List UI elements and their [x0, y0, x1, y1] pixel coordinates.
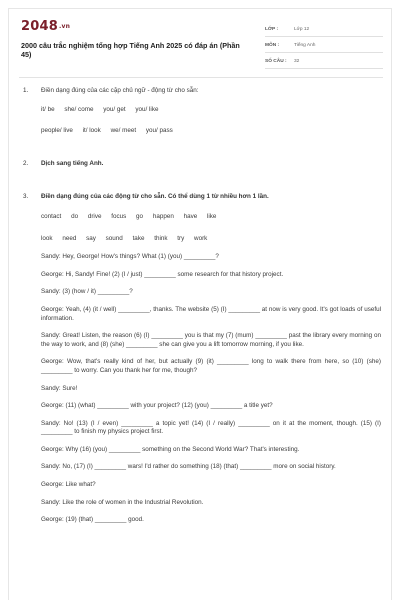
- dialog-line: Sandy: Great! Listen, the reason (6) (I) _________ you is that my (7) (mum) _________ past the library every morning on the way to work, and (8) (she) _________ she can give you a lift tomorrow morning, if you like.: [41, 332, 381, 348]
- word-item: think: [154, 234, 168, 242]
- word-item: you/ get: [103, 105, 126, 113]
- word-item: it/ be: [41, 105, 55, 113]
- question-number: 1.: [23, 87, 29, 94]
- meta-value-subject: Tiếng Anh: [294, 43, 316, 48]
- document-title: 2000 câu trắc nghiệm tổng hợp Tiếng Anh 2025 có đáp án (Phần 45): [21, 41, 240, 59]
- word-item: go: [136, 212, 144, 220]
- logo-main-text: 2048: [21, 19, 58, 34]
- dialog-line: Sandy: No, (17) (I) _________ wars! I'd rather do something (18) (that) _________ more on social history.: [41, 463, 336, 471]
- word-item: say: [86, 234, 96, 242]
- document-sheet: [8, 8, 392, 600]
- question-3-heading: [21, 193, 381, 202]
- header-divider: [19, 77, 383, 78]
- word-item: have: [183, 212, 198, 220]
- word-item: we/ meet: [110, 127, 137, 135]
- dialog-line: George: Hi, Sandy! Fine! (2) (I / just) _________ some research for that history project.: [41, 270, 284, 278]
- dialog-line: George: (19) (that) _________ good.: [41, 516, 144, 524]
- word-item: do: [71, 212, 79, 220]
- question-instruction: Điền dạng đúng của các cặp chủ ngữ - động từ cho sẵn:: [41, 87, 199, 94]
- question-content: [21, 87, 381, 534]
- document-header: [19, 17, 383, 69]
- question-instruction: Dịch sang tiếng Anh.: [41, 159, 104, 167]
- dialog-line: George: (11) (what) _________ with your project? (12) (you) _________ a title yet?: [41, 402, 273, 410]
- word-item: you/ like: [135, 105, 159, 113]
- question-number: 3.: [23, 193, 29, 201]
- word-item: people/ live: [41, 127, 73, 135]
- word-bank-line: [21, 213, 381, 222]
- question-2-heading: [21, 160, 381, 169]
- word-bank-line: [21, 235, 381, 244]
- word-bank-line: [21, 127, 381, 136]
- meta-label-subject: MÔN :: [265, 43, 280, 48]
- dialog-line: Sandy: Like the role of women in the Industrial Revolution.: [41, 498, 204, 506]
- site-logo[interactable]: [21, 19, 70, 34]
- meta-row-grade: [265, 23, 383, 37]
- question-number: 2.: [23, 159, 29, 167]
- dialog-line: Sandy: (3) (how / it) _________?: [41, 288, 133, 296]
- question-instruction: Điền dạng đúng của các động từ cho sẵn. Có thể dùng 1 từ nhiều hơn 1 lần.: [41, 193, 269, 201]
- word-item: contact: [41, 212, 62, 220]
- word-item: need: [62, 234, 77, 242]
- dialog-line: Sandy: Hey, George! How's things? What (1) (you) _________?: [41, 253, 219, 261]
- question-1-heading: [21, 87, 381, 96]
- meta-value-count: 32: [294, 59, 300, 64]
- word-item: try: [177, 234, 185, 242]
- dialog-line: Sandy: Sure!: [41, 384, 78, 392]
- word-item: sound: [105, 234, 123, 242]
- word-item: happen: [152, 212, 174, 220]
- word-item: take: [132, 234, 145, 242]
- meta-label-grade: LỚP :: [265, 27, 279, 32]
- dialog-line: George: Why (16) (you) _________ something on the Second World War? That's interesting.: [41, 445, 300, 453]
- dialog-line: George: Wow, that's really kind of her, but actually (9) (it) _________ long to walk there from here, so (10) (she) _________ to worry. Can you thank her for me, though?: [41, 358, 381, 374]
- meta-row-subject: [265, 39, 383, 53]
- word-bank-line: [21, 106, 381, 115]
- word-item: she/ come: [64, 105, 94, 113]
- meta-info: [265, 23, 383, 71]
- meta-label-count: SỐ CÂU :: [265, 59, 287, 64]
- word-item: work: [194, 234, 208, 242]
- meta-row-count: [265, 55, 383, 69]
- dialog-line: Sandy: No! (13) (I / even) _________ a topic yet! (14) (I / really) _________ on it at the moment, though. (15) (I) _________ to finish my physics project first.: [41, 419, 381, 436]
- word-item: focus: [111, 212, 127, 220]
- word-item: drive: [87, 212, 102, 220]
- dialog-line: George: Like what?: [41, 481, 96, 489]
- word-item: look: [41, 234, 53, 242]
- logo-suffix-text: .vn: [58, 23, 71, 30]
- word-item: like: [206, 212, 217, 220]
- word-item: it/ look: [82, 127, 101, 135]
- dialog-line: George: Yeah, (4) (it / well) _________, thanks. The website (5) (I) _________ at now is very good. It's got loads of useful information.: [41, 305, 381, 322]
- word-item: you/ pass: [145, 127, 173, 135]
- meta-value-grade: Lớp 12: [294, 27, 310, 32]
